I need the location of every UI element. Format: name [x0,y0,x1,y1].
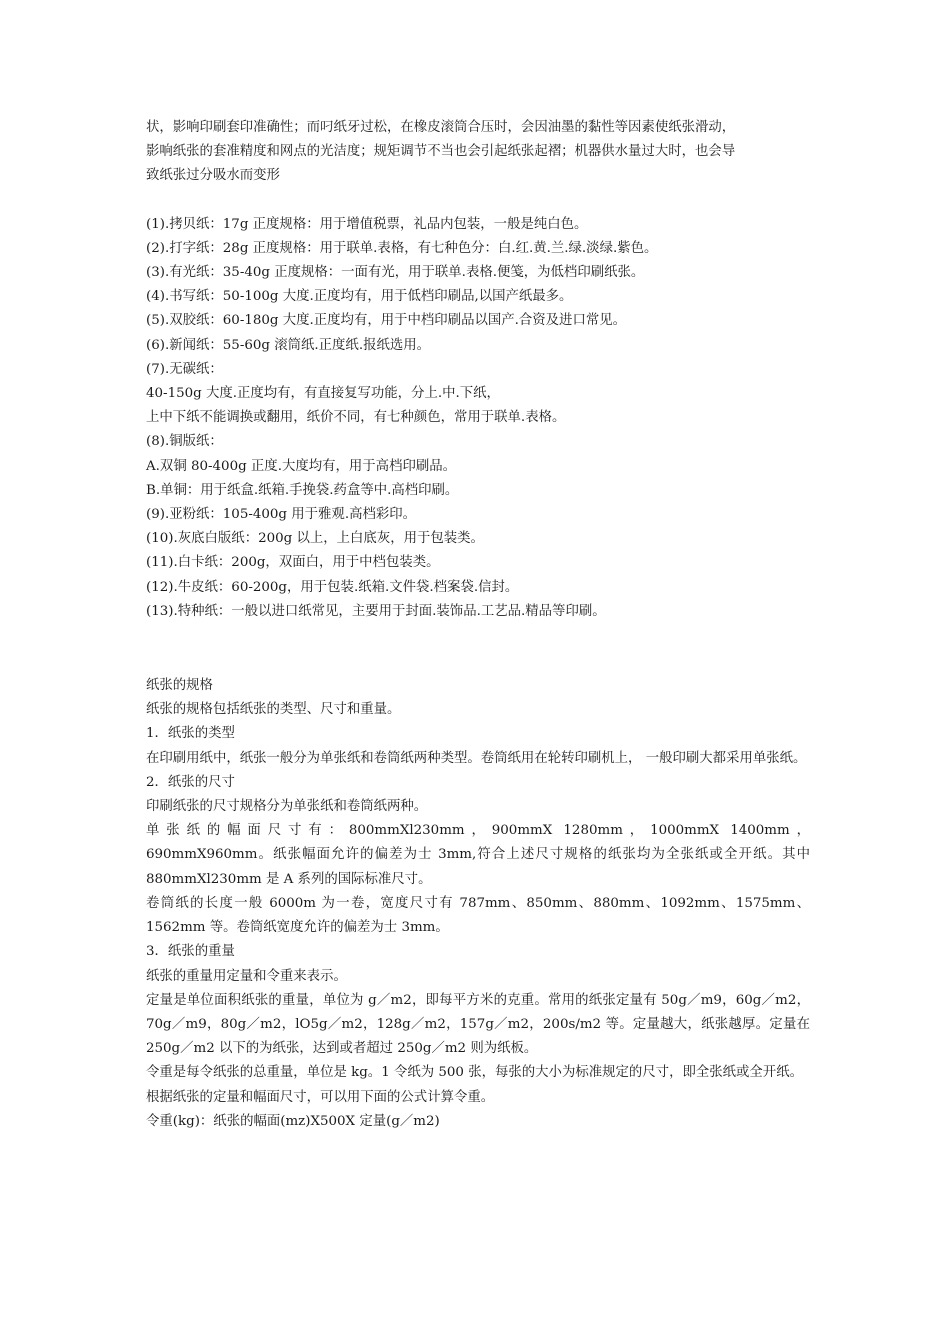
paper-type-item: (13).特种纸：一般以进口纸常见，主要用于封面.装饰品.工艺品.精品等印刷。 [146,603,606,619]
paragraph: 卷筒纸的长度一般 6000m 为一卷，宽度尺寸有 787mm、850mm、880mm、1092mm、1575mm、1562mm 等。卷筒纸宽度允许的偏差为士 3mm。 [146,895,810,936]
intro-line: 致纸张过分吸水而变形 [146,168,280,184]
spacer [146,624,810,674]
paper-type-item: (2).打字纸：28g 正度规格：用于联单.表格，有七种色分：白.红.黄.兰.绿.淡绿.紫色。 [146,240,658,256]
paper-type-item: B.单铜：用于纸盒.纸箱.手挽袋.药盒等中.高档印刷。 [146,482,459,498]
paper-type-item: (4).书写纸：50-100g 大度.正度均有，用于低档印刷品,以国产纸最多。 [146,289,573,305]
formula: 令重(kg)：纸张的幅面(mz)X500X 定量(g／m2) [146,1113,440,1129]
subsection-title: 3．纸张的重量 [146,944,235,960]
paper-type-item: (5).双胶纸：60-180g 大度.正度均有，用于中档印刷品以国产.合资及进口常见。 [146,313,627,329]
subsection-title: 1．纸张的类型 [146,726,235,742]
subsection-title: 2．纸张的尺寸 [146,774,235,790]
document-page [146,116,810,1134]
paper-type-item: (9).亚粉纸：105-400g 用于雅观.高档彩印。 [146,507,417,523]
intro-line: 影响纸张的套准精度和网点的光洁度；规矩调节不当也会引起纸张起褶；机器供水量过大时，也会导 [146,144,736,160]
paragraph: 根据纸张的定量和幅面尺寸，可以用下面的公式计算令重。 [146,1089,495,1105]
paragraph: 印刷纸张的尺寸规格分为单张纸和卷筒纸两种。 [146,799,428,815]
paper-type-item: (3).有光纸：35-40g 正度规格：一面有光，用于联单.表格.便笺，为低档印刷纸张。 [146,265,645,281]
paper-type-item: 40-150g 大度.正度均有，有直接复写功能，分上.中.下纸， [146,386,500,402]
paper-type-item: (11).白卡纸：200g，双面白，用于中档包装类。 [146,555,440,571]
spacer [146,189,810,213]
paragraph: 单张纸的幅面尺寸有：800mmXl230mm，900mmX 1280mm，1000mmX 1400mm， 690mmX960mm。纸张幅面允许的偏差为士 3mm,符合上述尺寸规格的纸张均为全张纸或全开纸。其中 880mmXl230mm 是 A 系列的国际标准尺寸。 [146,823,810,887]
section-lead: 纸张的规格包括纸张的类型、尺寸和重量。 [146,702,401,718]
paper-type-item: A.双铜 80-400g 正度.大度均有，用于高档印刷品。 [146,458,457,474]
intro-line: 状，影响印刷套印准确性；而叼纸牙过松，在橡皮滚筒合压时，会因油墨的黏性等因素使纸张滑动， [146,120,736,135]
paragraph: 纸张的重量用定量和令重来表示。 [146,968,347,984]
paper-type-item: (10).灰底白版纸：200g 以上，上白底灰，用于包装类。 [146,531,484,547]
paper-type-item: (12).牛皮纸：60-200g，用于包装.纸箱.文件袋.档案袋.信封。 [146,579,519,595]
paragraph: 定量是单位面积纸张的重量，单位为 g／m2，即每平方米的克重。常用的纸张定量有 50g／m9，60g／m2，70g／m9，80g／m2，lO5g／m2，128g／m2，157g／m2，200s/m2 等。定量越大，纸张越厚。定量在 250g／m2 以下的为纸张，达到或者超过 250g／m2 则为纸板。 [146,992,810,1057]
paragraph: 在印刷用纸中，纸张一般分为单张纸和卷筒纸两种类型。卷筒纸用在轮转印刷机上， 一般印刷大都采用单张纸。 [146,750,807,766]
paper-type-item: 上中下纸不能调换或翻用，纸价不同，有七种颜色，常用于联单.表格。 [146,410,566,426]
paper-type-item: (8).铜版纸： [146,434,223,450]
paper-type-item: (1).拷贝纸：17g 正度规格：用于增值税票，礼品内包装，一般是纯白色。 [146,216,588,232]
paper-type-item: (7).无碳纸： [146,361,223,377]
paragraph: 令重是每令纸张的总重量，单位是 kg。1 令纸为 500 张，每张的大小为标准规定的尺寸，即全张纸或全开纸。 [146,1065,803,1081]
section-heading: 纸张的规格 [146,678,213,694]
paper-type-item: (6).新闻纸：55-60g 滚筒纸.正度纸.报纸选用。 [146,337,431,353]
